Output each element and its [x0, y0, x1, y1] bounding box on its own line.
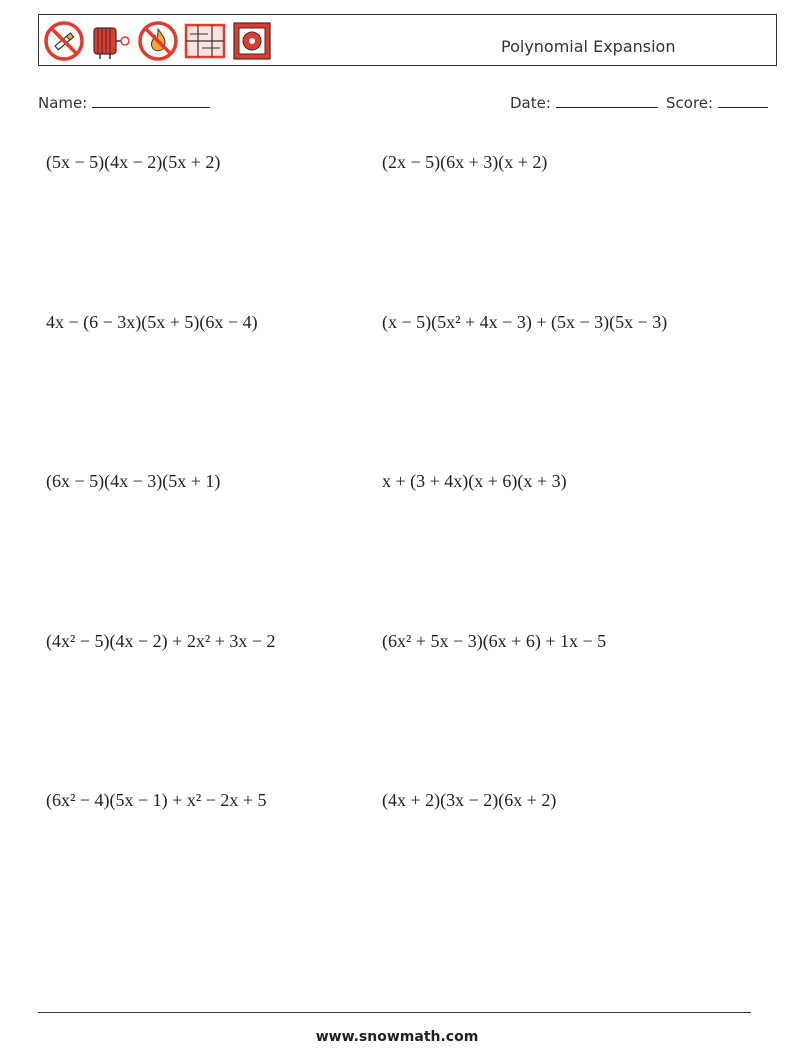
worksheet-header [38, 14, 777, 66]
name-blank[interactable] [92, 93, 210, 108]
date-field[interactable] [510, 93, 658, 112]
name-field[interactable] [38, 93, 210, 112]
page-title: Polynomial Expansion [501, 37, 676, 56]
no-smoking-icon [43, 20, 85, 62]
fire-hose-reel-icon [90, 20, 132, 62]
footer-url[interactable]: www.snowmath.com [315, 1029, 479, 1045]
fire-alarm-panel-icon [184, 20, 226, 62]
safety-icons [43, 20, 273, 62]
problem-7: (4x² − 5)(4x − 2) + 2x² + 3x − 2 [46, 631, 276, 651]
score-blank[interactable] [718, 93, 768, 108]
score-field[interactable] [666, 93, 768, 112]
no-open-flame-icon [137, 20, 179, 62]
problem-8: (6x² + 5x − 3)(6x + 6) + 1x − 5 [382, 631, 607, 651]
problem-9: (6x² − 4)(5x − 1) + x² − 2x + 5 [46, 790, 267, 810]
problem-10: (4x + 2)(3x − 2)(6x + 2) [382, 790, 557, 810]
problem-3: 4x − (6 − 3x)(5x + 5)(6x − 4) [46, 312, 258, 332]
fire-alarm-button-icon [231, 20, 273, 62]
date-label: Date: [510, 94, 551, 112]
problem-2: (2x − 5)(6x + 3)(x + 2) [382, 152, 548, 172]
problem-5: (6x − 5)(4x − 3)(5x + 1) [46, 471, 221, 491]
problem-1: (5x − 5)(4x − 2)(5x + 2) [46, 152, 221, 172]
name-label: Name: [38, 94, 88, 112]
problem-6: x + (3 + 4x)(x + 6)(x + 3) [382, 471, 567, 491]
footer-divider [38, 1012, 751, 1013]
problem-4: (x − 5)(5x² + 4x − 3) + (5x − 3)(5x − 3) [382, 312, 668, 332]
score-label: Score: [666, 94, 714, 112]
date-blank[interactable] [556, 93, 658, 108]
